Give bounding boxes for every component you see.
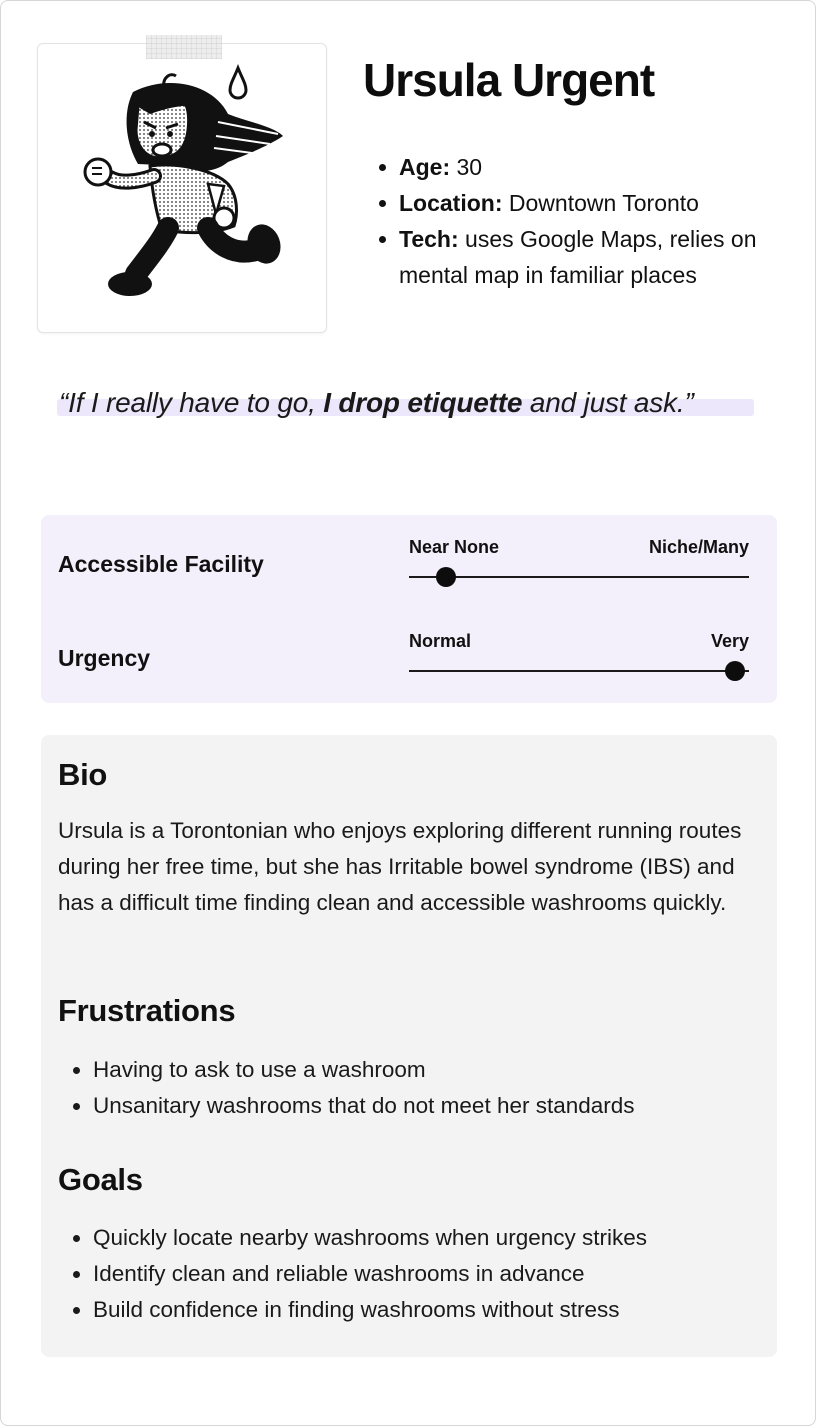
fact-label: Tech:: [399, 226, 459, 252]
scale-min-label: Normal: [409, 631, 472, 651]
scale-thumb-accessible-facility: [436, 567, 456, 587]
avatar: [37, 43, 327, 333]
goals-heading: Goals: [58, 1162, 143, 1197]
fact-value: Downtown Toronto: [502, 190, 699, 216]
fact-age: [377, 149, 777, 185]
fact-value: 30: [450, 154, 483, 180]
scale-min-label: Near None: [409, 537, 500, 557]
persona-name: Ursula Urgent: [363, 54, 655, 106]
scale-label-accessible-facility: Accessible Facility: [58, 551, 264, 577]
quote-text: [59, 387, 694, 419]
running-woman-illustration-icon: [38, 44, 328, 334]
bio-text: Ursula is a Torontonian who enjoys exploring different running routes during her free time, but she has Irritable bowel syndrome (IBS) and has a difficult time finding clean and accessible washrooms quickly.: [58, 818, 742, 915]
list-item: Quickly locate nearby washrooms when urgency strikes: [73, 1220, 763, 1256]
info-panel: [41, 735, 777, 1357]
fact-label: Location:: [399, 190, 503, 216]
list-item: Unsanitary washrooms that do not meet her standards: [73, 1088, 763, 1124]
scale-label-urgency: Urgency: [58, 645, 151, 671]
goals-list: [73, 1220, 763, 1328]
scale-track-urgency: [409, 670, 749, 672]
list-item: Build confidence in finding washrooms without stress: [73, 1292, 763, 1328]
scale-max-label: Very: [710, 631, 749, 651]
bio-heading: Bio: [58, 757, 108, 792]
fact-value: uses Google Maps, relies on mental map in familiar places: [399, 226, 757, 288]
quote-emphasis: I drop etiquette: [323, 387, 523, 418]
scales-panel: [41, 515, 777, 703]
fact-label: Age:: [399, 154, 451, 180]
scale-track-accessible-facility: [409, 576, 749, 578]
persona-quote: [57, 387, 757, 427]
scale-max-label: Niche/Many: [648, 537, 749, 557]
fact-tech: [377, 221, 777, 293]
scale-thumb-urgency: [725, 661, 745, 681]
fact-location: [377, 185, 777, 221]
list-item: Identify clean and reliable washrooms in advance: [73, 1256, 763, 1292]
quote-open: “If I really have to go,: [59, 387, 324, 418]
frustrations-list: [73, 1052, 763, 1124]
persona-facts: [377, 149, 777, 293]
frustrations-heading: Frustrations: [58, 993, 236, 1028]
list-item: Having to ask to use a washroom: [73, 1052, 763, 1088]
quote-close: and just ask.”: [522, 387, 694, 418]
